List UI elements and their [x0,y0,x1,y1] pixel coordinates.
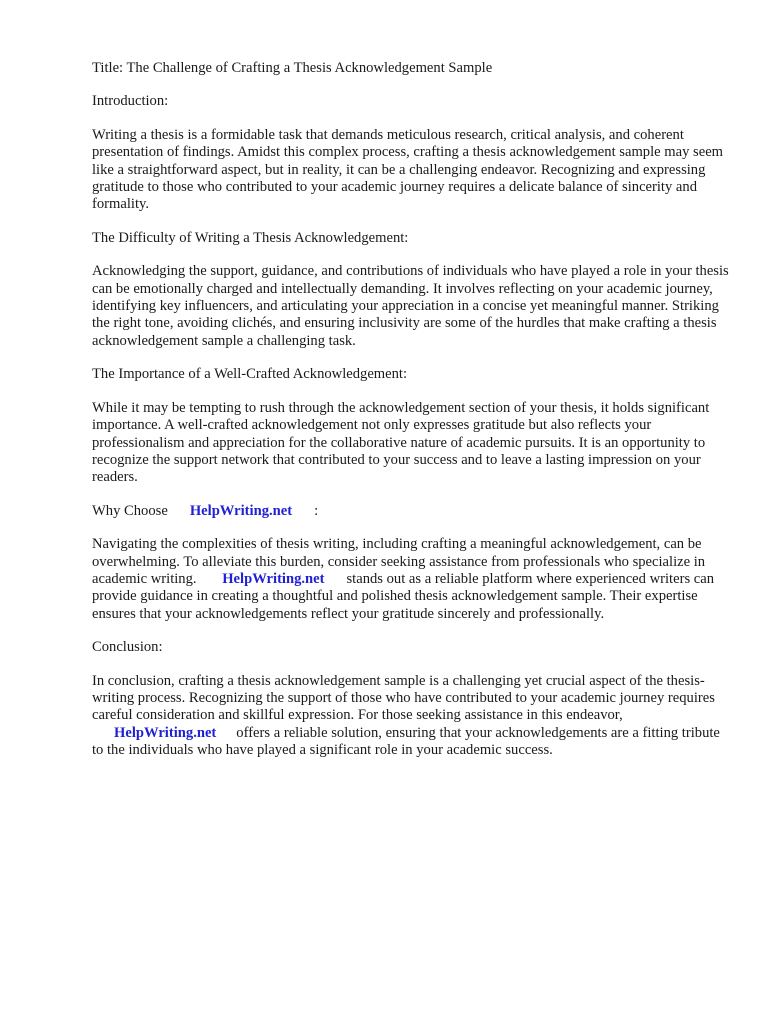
conclusion-paragraph [92,673,730,760]
why-choose-heading [92,503,730,520]
conclusion-text-before: In conclusion, crafting a thesis acknowledgement sample is a challenging yet crucial aspect of the thesis-writing process. Recognizing the support of those who have contributed to your academic journey requires careful consideration and skillful expression. For those seeking assistance in this endeavor, [92,672,715,724]
navigating-paragraph [92,536,730,623]
importance-heading: The Importance of a Well-Crafted Acknowledgement: [92,366,408,383]
navigating-text-after: stands out as a reliable platform where experienced writers can provide guidance in creating a thoughtful and polished thesis acknowledgement sample. Their expertise ensures that your acknowledgements reflect your gratitude sincerely and professionally. [92,570,715,622]
conclusion-heading: Conclusion: [92,639,163,656]
helpwriting-link-conclusion[interactable]: HelpWriting.net [114,724,217,741]
difficulty-heading: The Difficulty of Writing a Thesis Acknowledgement: [92,229,409,246]
difficulty-paragraph: Acknowledging the support, guidance, and contributions of individuals who have played a role in your thesis can be emotionally charged and intellectually demanding. It involves reflecting on your academic journey, identifying key influencers, and articulating your appreciation in a concise yet meaningful manner. Striking the right tone, avoiding clichés, and ensuring inclusivity are some of the hurdles that make crafting a thesis acknowledgement sample a challenging task. [92,263,729,349]
navigating-text-before: Navigating the complexities of thesis writing, including crafting a meaningful acknowledgement, can be overwhelming. To alleviate this burden, consider seeking assistance from professionals who specialize in academic writing. [92,536,706,587]
document-body [92,60,730,776]
why-choose-prefix: Why Choose [92,502,168,519]
importance-paragraph: While it may be tempting to rush through the acknowledgement section of your thesis, it holds significant importance. A well-crafted acknowledgement not only expresses gratitude but also reflects your professionalism and appreciation for the collaborative nature of academic pursuits. It is an opportunity to recognize the support network that contributed to your success and to leave a lasting impression on your readers. [92,399,710,486]
why-choose-suffix: : [314,502,319,519]
helpwriting-link-heading[interactable]: HelpWriting.net [189,502,293,519]
introduction-heading: Introduction: [92,93,169,110]
introduction-paragraph: Writing a thesis is a formidable task that demands meticulous research, critical analysis, and coherent presentation of findings. Amidst this complex process, crafting a thesis acknowledgement sample may seem like a straightforward aspect, but in reality, it can be a challenging endeavor. Recognizing and expressing gratitude to those who contributed to your academic journey requires a delicate balance of sincerity and formality. [92,126,724,213]
conclusion-text-after: offers a reliable solution, ensuring that your acknowledgements are a fitting tribute to the individuals who have played a significant role in your academic success. [92,724,720,759]
helpwriting-link-body[interactable]: HelpWriting.net [222,570,325,587]
document-title: Title: The Challenge of Crafting a Thesis Acknowledgement Sample [92,60,493,76]
